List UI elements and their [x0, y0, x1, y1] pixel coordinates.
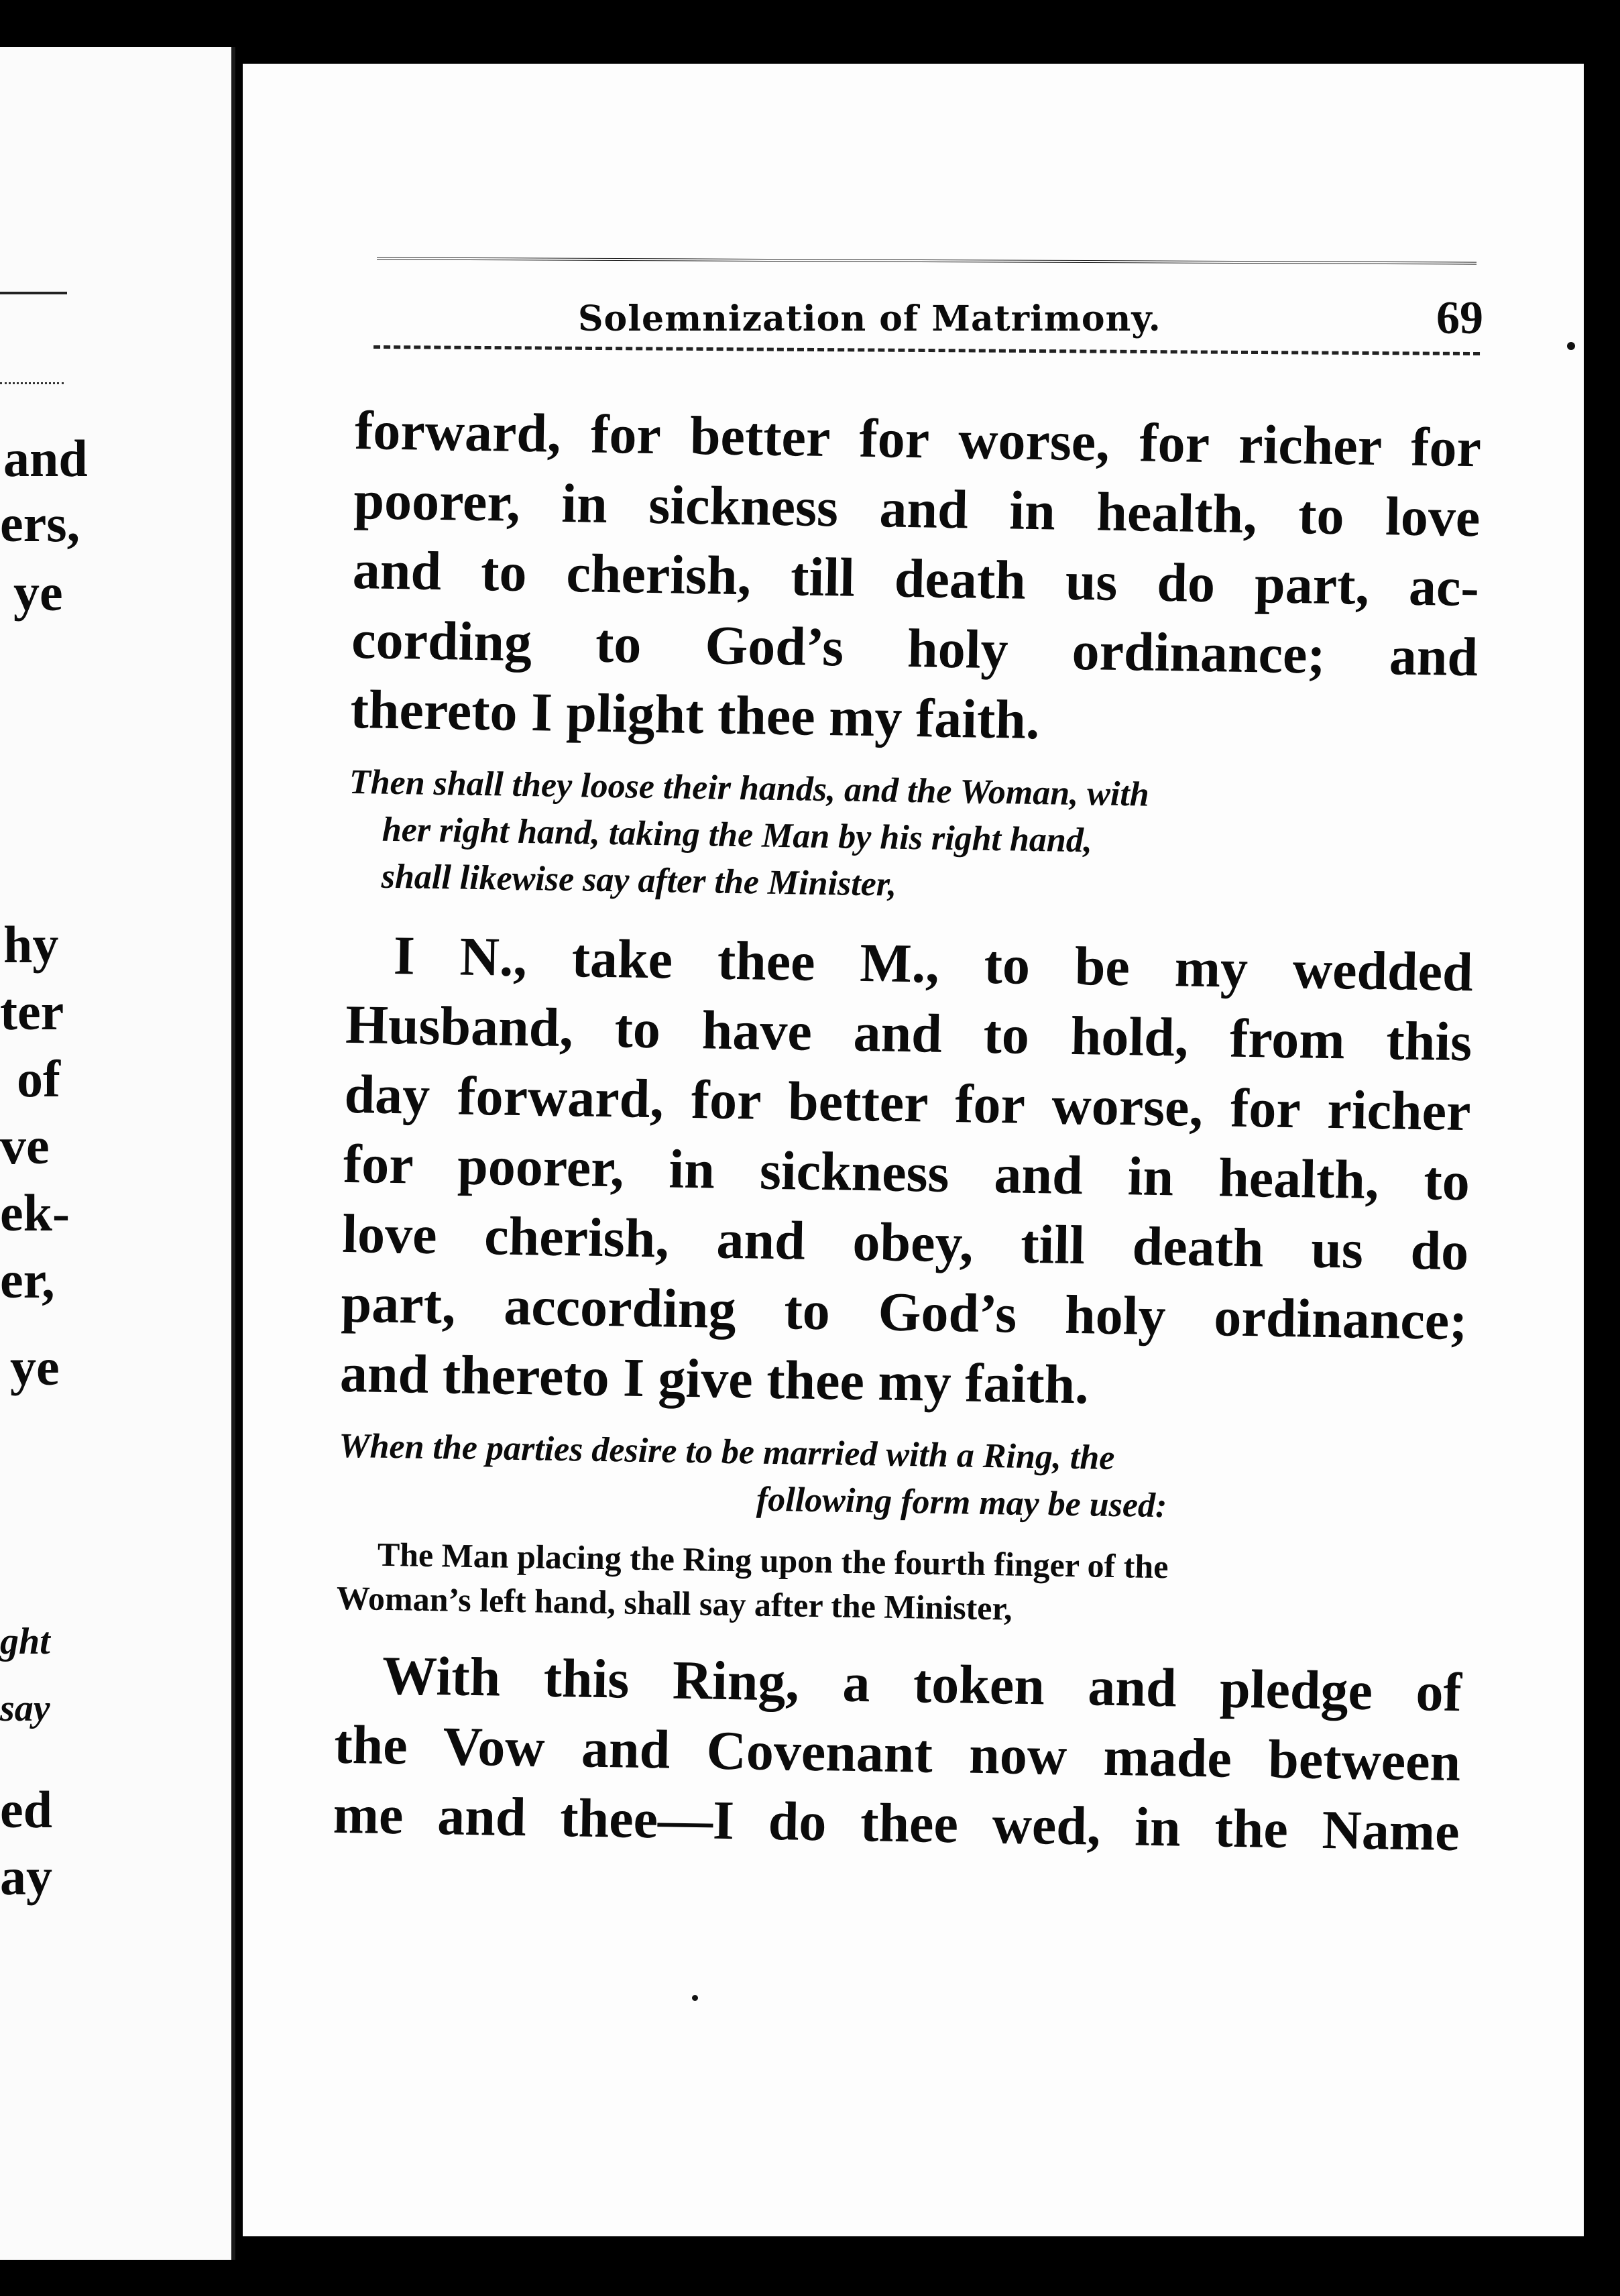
rubric-line: her right hand, taking the Man by his right hand,: [382, 810, 1093, 860]
left-fragment: ers,: [0, 494, 80, 553]
text-line: love cherish, and obey, till death us do: [341, 1202, 1469, 1282]
rubric-loose-hands: [347, 759, 1476, 917]
text-line: With this Ring, a token and pledge of: [382, 1644, 1462, 1723]
text-line: forward, for better for worse, for richer for: [354, 399, 1482, 479]
page-number: 69: [1436, 292, 1483, 344]
left-fragment: ay: [0, 1847, 52, 1906]
left-fragment: hy: [3, 915, 59, 974]
left-fragment: ek-: [0, 1184, 70, 1242]
left-fragment: ed: [0, 1780, 52, 1839]
rubric-line: Woman’s left hand, shall say after the Minister,: [336, 1578, 1013, 1627]
vow-continuation-paragraph: [350, 396, 1482, 762]
left-fragment: and: [3, 429, 88, 487]
text-line: Husband, to have and to hold, from this: [345, 993, 1472, 1073]
left-fragment: ye: [10, 1338, 60, 1396]
left-fragment: say: [0, 1688, 50, 1729]
text-line: me and thee—I do thee wed, in the Name: [333, 1783, 1460, 1863]
woman-vow-paragraph: [339, 920, 1473, 1426]
text-line: and thereto I give thee my faith.: [339, 1342, 1090, 1416]
left-fragment: er,: [0, 1251, 55, 1309]
ink-speck: [692, 1995, 698, 2001]
left-fragment: of: [17, 1049, 60, 1108]
right-page: [243, 64, 1584, 2236]
left-page-wave-rule: [0, 382, 64, 390]
text-line: thereto I plight thee my faith.: [349, 678, 1041, 751]
rubric-line: following form may be used:: [756, 1480, 1167, 1526]
text-line: poorer, in sickness and in health, to love: [353, 469, 1481, 549]
text-line: part, according to God’s holy ordinance;: [341, 1272, 1468, 1352]
ink-speck: [1567, 342, 1575, 350]
rubric-line: The Man placing the Ring upon the fourth finger of the: [377, 1535, 1169, 1586]
text-line: day forward, for better for worse, for richer: [343, 1063, 1472, 1143]
rubric-line: Then shall they loose their hands, and the Woman, with: [349, 762, 1150, 814]
page-body: [333, 396, 1482, 1867]
text-line: and to cherish, till death us do part, ac-: [352, 538, 1480, 618]
running-title: Solemnization of Matrimony.: [578, 298, 1161, 339]
top-rule: [377, 257, 1477, 271]
left-fragment: ter: [0, 982, 64, 1041]
left-fragment: ye: [13, 563, 63, 622]
rubric-placing-ring: [336, 1532, 1464, 1638]
text-line: cording to God’s holy ordinance; and: [351, 608, 1479, 688]
text-line: for poorer, in sickness and in health, to: [343, 1133, 1470, 1212]
text-line: the Vow and Covenant now made between: [333, 1713, 1461, 1793]
ring-words-paragraph: [333, 1640, 1462, 1867]
left-fragment: ght: [0, 1621, 50, 1662]
left-fragment: ve: [0, 1116, 50, 1175]
rubric-ring: [338, 1423, 1466, 1534]
left-page-fragment: [0, 47, 235, 2260]
rubric-line: shall likewise say after the Minister,: [381, 857, 897, 904]
left-page-rule: [0, 292, 67, 294]
rubric-line: When the parties desire to be married with a Ring, the: [338, 1426, 1115, 1477]
text-line: I N., take thee M., to be my wedded: [393, 925, 1474, 1003]
